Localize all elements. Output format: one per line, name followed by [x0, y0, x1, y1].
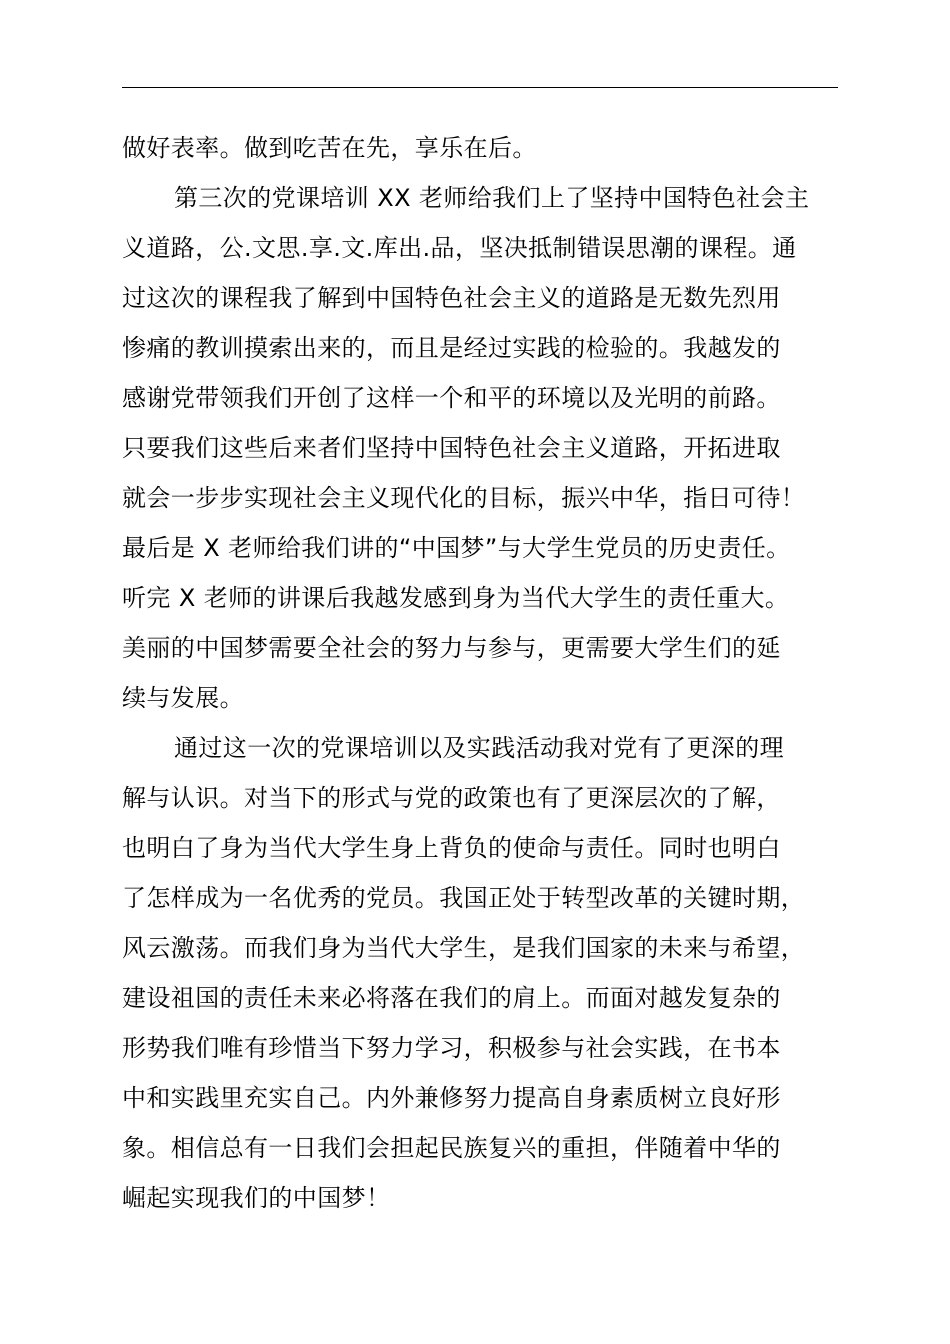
text-line: 就会一步步实现社会主义现代化的目标，振兴中华，指日可待！ — [122, 484, 806, 512]
text-line: 感谢党带领我们开创了这样一个和平的环境以及光明的前路。 — [122, 384, 781, 412]
text-line: 做好表率。做到吃苦在先，享乐在后。 — [122, 134, 537, 162]
text-line: 听完 X 老师的讲课后我越发感到身为当代大学生的责任重大。 — [122, 584, 790, 612]
text-line: 义道路，公.文思.享.文.库出.品，坚决抵制错误思潮的课程。通 — [122, 234, 797, 262]
header-rule — [122, 87, 838, 88]
text-line: 续与发展。 — [122, 684, 244, 712]
text-line: 中和实践里充实自己。内外兼修努力提高自身素质树立良好形 — [122, 1084, 781, 1112]
paragraph-first-line: 第三次的党课培训 XX 老师给我们上了坚持中国特色社会主 — [174, 184, 810, 212]
text-line: 崛起实现我们的中国梦！ — [122, 1184, 391, 1212]
text-line: 过这次的课程我了解到中国特色社会主义的道路是无数先烈用 — [122, 284, 781, 312]
paragraph-first-line: 通过这一次的党课培训以及实践活动我对党有了更深的理 — [174, 734, 784, 762]
text-line: 象。相信总有一日我们会担起民族复兴的重担，伴随着中华的 — [122, 1134, 781, 1162]
text-line: 建设祖国的责任未来必将落在我们的肩上。而面对越发复杂的 — [122, 984, 781, 1012]
text-line: 风云激荡。而我们身为当代大学生，是我们国家的未来与希望， — [122, 934, 806, 962]
text-line: 形势我们唯有珍惜当下努力学习，积极参与社会实践，在书本 — [122, 1034, 781, 1062]
text-line: 只要我们这些后来者们坚持中国特色社会主义道路，开拓进取 — [122, 434, 781, 462]
text-line: 也明白了身为当代大学生身上背负的使命与责任。同时也明白 — [122, 834, 781, 862]
text-line: 解与认识。对当下的形式与党的政策也有了更深层次的了解， — [122, 784, 781, 812]
text-line: 美丽的中国梦需要全社会的努力与参与，更需要大学生们的延 — [122, 634, 781, 662]
text-line: 惨痛的教训摸索出来的，而且是经过实践的检验的。我越发的 — [122, 334, 781, 362]
text-line: 最后是 X 老师给我们讲的“中国梦”与大学生党员的历史责任。 — [122, 534, 791, 562]
text-line: 了怎样成为一名优秀的党员。我国正处于转型改革的关键时期， — [122, 884, 806, 912]
